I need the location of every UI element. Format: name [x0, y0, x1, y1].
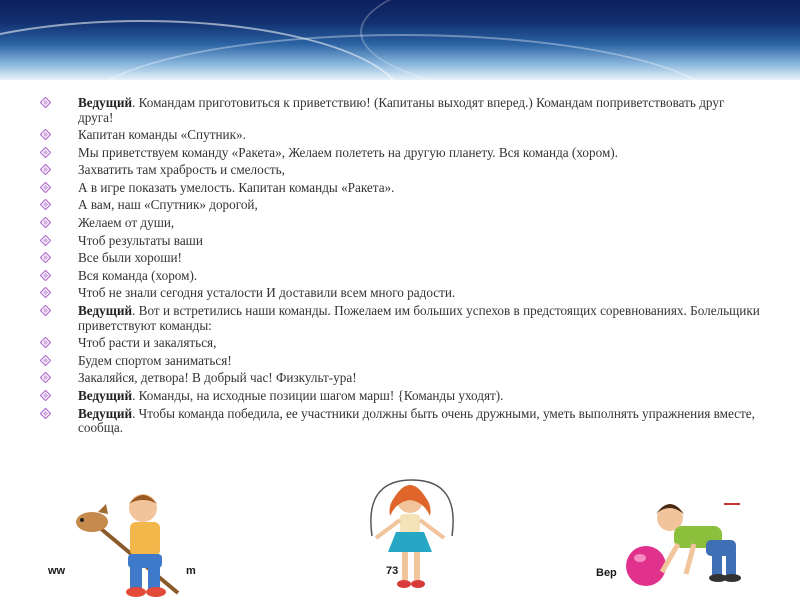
girl-jump-rope-illustration — [360, 476, 460, 600]
diamond-bullet-icon — [40, 163, 78, 175]
diamond-bullet-icon — [40, 407, 78, 419]
diamond-bullet-icon — [40, 304, 78, 316]
item-body-text: Все были хороши! — [78, 250, 182, 266]
diamond-bullet-icon — [40, 336, 78, 348]
diamond-bullet-icon — [40, 354, 78, 366]
diamond-bullet-icon — [40, 286, 78, 298]
list-item-text — [78, 96, 760, 125]
list-item-text — [78, 336, 216, 351]
list-item — [40, 96, 760, 125]
diamond-bullet-icon — [40, 96, 78, 108]
list-item-text — [78, 354, 232, 369]
speaker-label: Ведущий — [78, 405, 133, 421]
item-body-text: Захватить там храбрость и смелость, — [78, 162, 285, 178]
item-body-text: . Вот и встретились наши команды. Пожелаем им больших успехов в предстоящих соревнованиях. Болельщики приветствуют команды: — [78, 303, 760, 333]
item-body-text: . Командам приготовиться к приветствию! (Капитаны выходят вперед.) Командам поприветствовать друг друга! — [78, 95, 725, 125]
list-item — [40, 286, 760, 301]
diamond-bullet-icon — [40, 146, 78, 158]
list-item — [40, 354, 760, 369]
item-body-text: . Чтобы команда победила, ее участники должны быть очень дружными, уметь выполнять упражнения вместе, сообща. — [78, 405, 755, 435]
list-item-text — [78, 128, 246, 143]
list-item — [40, 198, 760, 213]
diamond-bullet-icon — [40, 251, 78, 263]
item-body-text: Вся команда (хором). — [78, 267, 198, 283]
diamond-bullet-icon — [40, 234, 78, 246]
list-item-text — [78, 407, 760, 436]
footer-right-text: Вер — [596, 567, 617, 579]
speaker-label: Ведущий — [78, 387, 133, 403]
footer-left-text: ww — [48, 565, 66, 577]
item-body-text: Чтоб расти и закаляться, — [78, 335, 217, 351]
speaker-label: Ведущий — [78, 95, 133, 110]
list-item-text — [78, 371, 357, 386]
item-body-text: Желаем от души, — [78, 215, 175, 231]
list-item — [40, 146, 760, 161]
list-item — [40, 336, 760, 351]
list-item — [40, 304, 760, 333]
list-item-text — [78, 304, 760, 333]
list-item-text — [78, 251, 182, 266]
list-item — [40, 389, 760, 404]
item-body-text: . Команды, на исходные позиции шагом марш! {Команды уходят). — [132, 387, 504, 403]
item-body-text: А в игре показать умелость. Капитан команды «Ракета». — [78, 179, 395, 195]
item-body-text: Чтоб не знали сегодня усталости И доставили всем много радости. — [78, 285, 456, 301]
list-item-text — [78, 181, 394, 196]
page-number: 73 — [386, 565, 399, 577]
header-banner — [0, 0, 800, 80]
list-item — [40, 216, 760, 231]
list-item — [40, 234, 760, 249]
boy-with-ball-illustration — [616, 494, 766, 594]
item-body-text: А вам, наш «Спутник» дорогой, — [78, 197, 258, 213]
list-item-text — [78, 234, 203, 249]
list-item-text — [78, 163, 285, 178]
banner-swirl — [360, 0, 800, 80]
list-item — [40, 181, 760, 196]
diamond-bullet-icon — [40, 128, 78, 140]
diamond-bullet-icon — [40, 371, 78, 383]
list-item — [40, 371, 760, 386]
list-item-text — [78, 269, 197, 284]
list-item — [40, 407, 760, 436]
bullet-list — [40, 96, 760, 439]
item-body-text: Чтоб результаты ваши — [78, 232, 203, 248]
item-body-text: Закаляйся, детвора! В добрый час! Физкульт-ура! — [78, 370, 357, 386]
list-item-text — [78, 216, 174, 231]
list-item — [40, 269, 760, 284]
footer-mid-text: m — [186, 565, 196, 577]
item-body-text: Капитан команды «Спутник». — [78, 127, 246, 143]
list-item — [40, 128, 760, 143]
list-item-text — [78, 286, 455, 301]
item-body-text: Будем спортом заниматься! — [78, 352, 232, 368]
list-item-text — [78, 198, 258, 213]
speaker-label: Ведущий — [78, 303, 133, 319]
item-body-text: Мы приветствуем команду «Ракета», Желаем полететь на другую планету. Вся команда (хором). — [78, 144, 618, 160]
diamond-bullet-icon — [40, 216, 78, 228]
diamond-bullet-icon — [40, 389, 78, 401]
diamond-bullet-icon — [40, 181, 78, 193]
diamond-bullet-icon — [40, 198, 78, 210]
list-item — [40, 163, 760, 178]
diamond-bullet-icon — [40, 269, 78, 281]
list-item-text — [78, 146, 618, 161]
list-item — [40, 251, 760, 266]
list-item-text — [78, 389, 503, 404]
boy-hobby-horse-illustration — [68, 488, 198, 600]
